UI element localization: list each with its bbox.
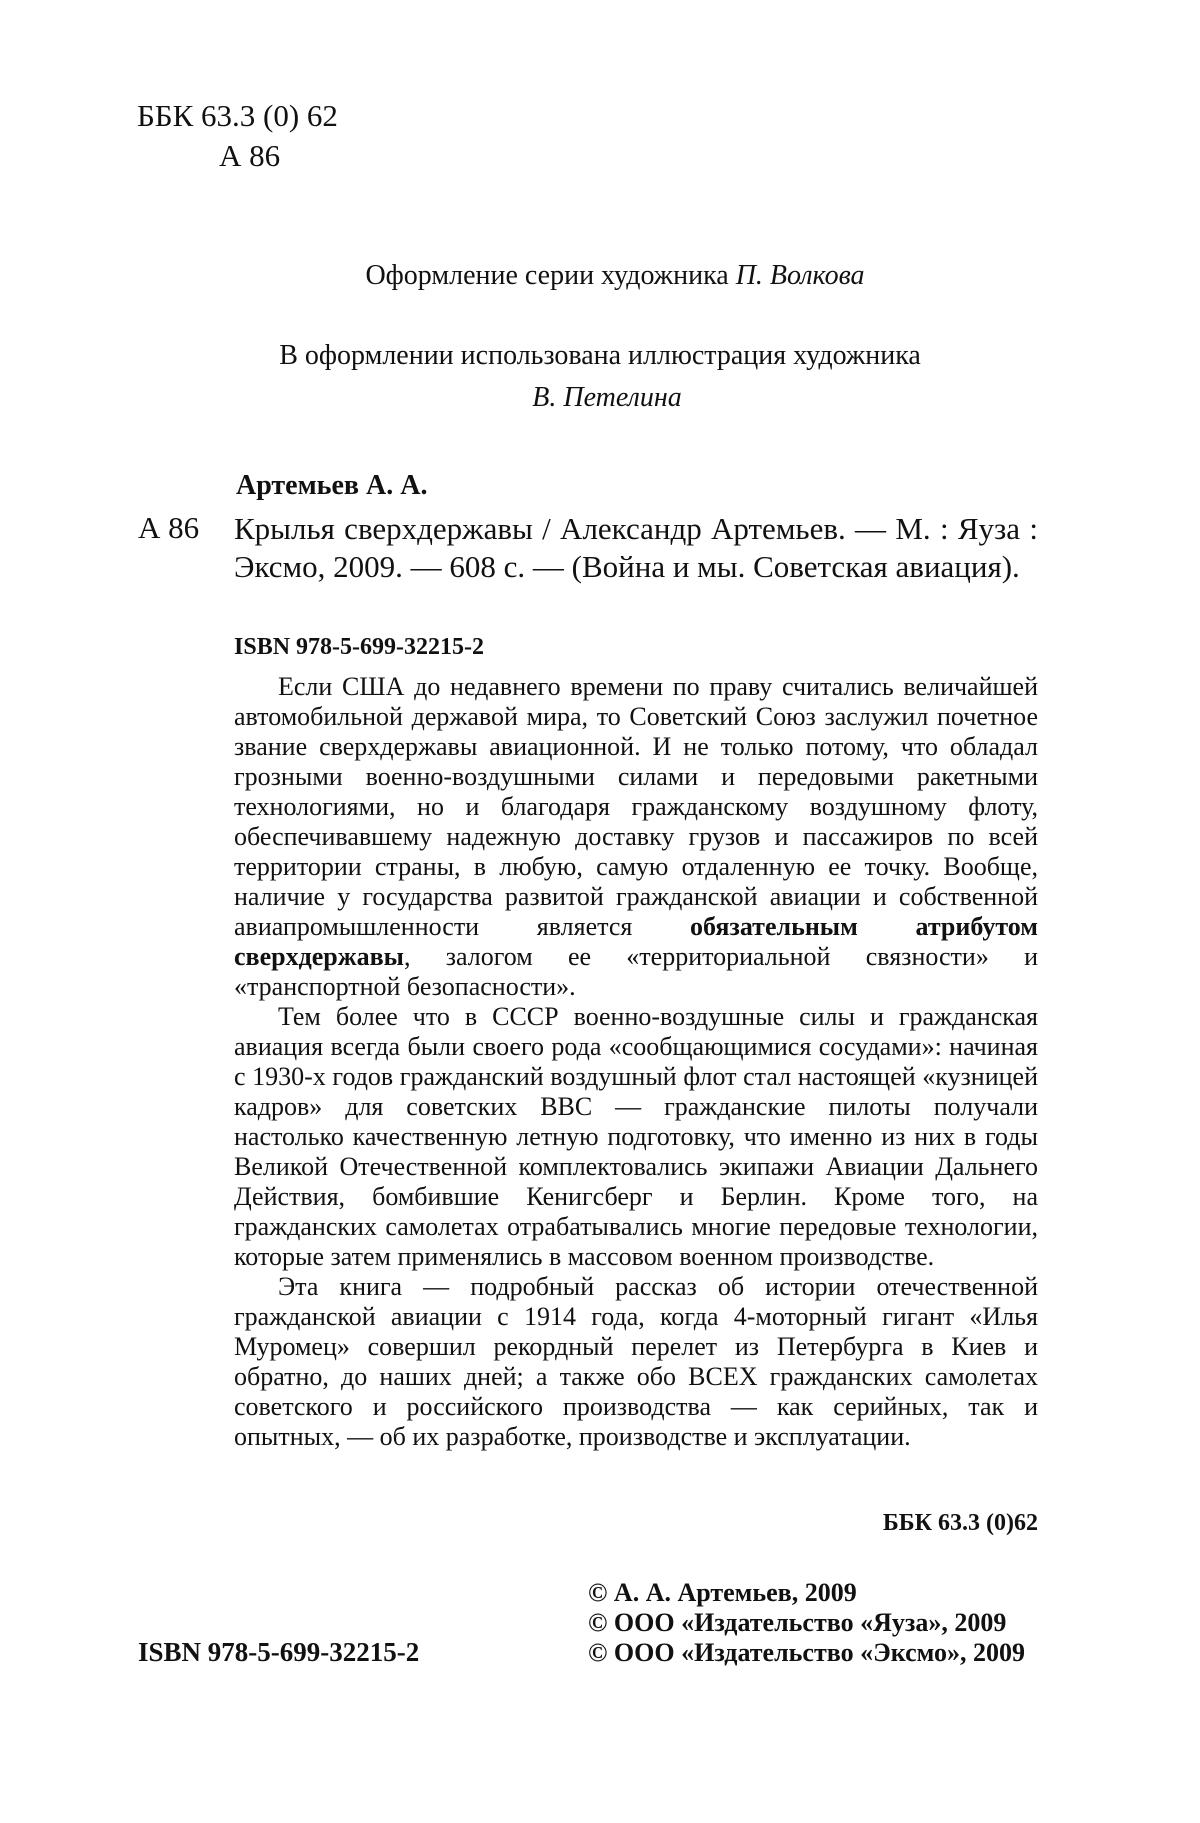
illustration-credit [0,335,1200,419]
footer-isbn: ISBN 978-5-699-32215-2 [138,1637,420,1667]
bbk-block [137,96,338,176]
annotation-paragraph-3: Эта книга — подробный рассказ об истории отечественной гражданской авиации с 1914 года, когда 4-моторный гигант «Илья Муромец» совершил рекордный перелет из Петербурга в Киев и обратно, до наших дней; а также обо ВСЕХ гражданских самолетах советского и российского производства — как серийных, так и опытных, — об их разработке, производстве и эксплуатации. [234,1272,1038,1451]
annotation-p1-text: Если США до недавнего времени по праву считались величайшей автомобильной державой мира, то Советский Союз заслужил почетное звание сверхдержавы авиационной. И не только потому, что обладал грозными военно-воздушными силами и передовыми ракетными технологиями, но и благодаря гражданскому воздушному флоту, обеспечивавшему надежную доставку грузов и пассажиров по всей территории страны, в любую, самую отдаленную ее точку. Вообще, наличие у государства развитой гражданской авиации и собственной авиапромышленности является [234,672,1038,941]
copyright-line: © ООО «Издательство «Яуза», 2009 [588,1608,1007,1637]
series-design-credit [0,260,1200,292]
annotation-p1-bold: обязательным атрибутом сверхдержавы [234,912,1038,971]
catalog-title-record: Крылья сверхдержавы / Александр Артемьев. — М. : Яуза : Эксмо, 2009. — 608 с. — (Война и мы. Советская авиация). [234,511,1038,584]
series-design-label: Оформление серии художника [365,260,729,291]
copyright-block [588,1578,1025,1668]
author-sign: А 86 [219,138,281,173]
illustration-artist: В. Петелина [532,382,682,413]
series-design-artist: П. Волкова [735,260,865,291]
catalog-author: Артемьев А. А. [236,470,428,501]
annotation [234,672,1038,1452]
footer-bbk-code: ББК 63.3 (0)62 [882,1510,1038,1536]
annotation-paragraph-1 [234,672,1038,1002]
annotation-paragraph-2: Тем более что в СССР военно-воздушные силы и гражданская авиация всегда были своего рода «сообщающимися сосудами»: начиная с 1930-х годов гражданский воздушный флот стал настоящей «кузницей кадров» для советских ВВС — гражданские пилоты получали настолько качественную летную подготовку, что именно из них в годы Великой Отечественной комплектовались экипажи Авиации Дальнего Действия, бомбившие Кенигсберг и Берлин. Кроме того, на гражданских самолетах отрабатывались многие передовые технологии, которые затем применялись в массовом военном производстве. [234,1002,1038,1271]
illustration-label: В оформлении использована иллюстрация художника [279,340,921,371]
copyright-line: © ООО «Издательство «Эксмо», 2009 [588,1638,1025,1667]
annotation-p1-text-end: , залогом ее «территориальной связности» и «транспортной безопасности». [234,942,1038,1001]
catalog-code: А 86 [138,510,200,545]
copyright-line: © А. А. Артемьев, 2009 [588,1578,857,1607]
catalog-isbn: ISBN 978-5-699-32215-2 [234,634,484,660]
bbk-code: ББК 63.3 (0) 62 [137,98,338,133]
